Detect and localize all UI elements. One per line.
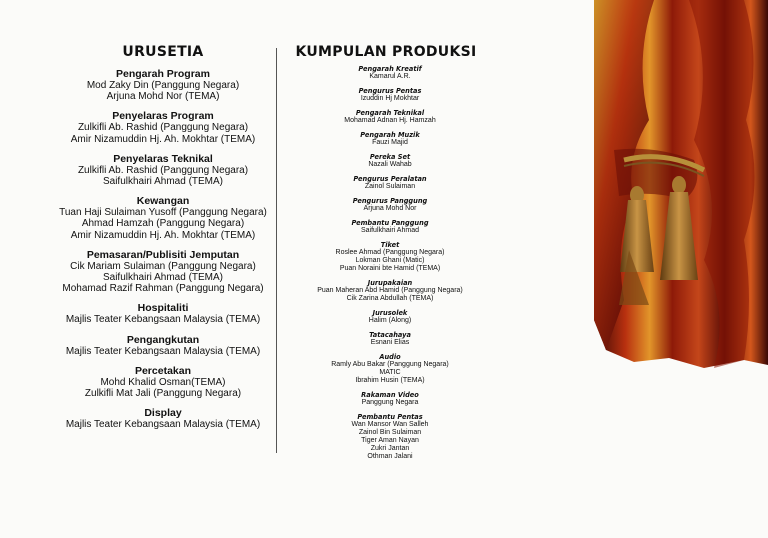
- credit-section: [300, 391, 480, 407]
- credit-name: Panggung Negara: [361, 399, 419, 406]
- section-heading: Rakaman Video: [361, 391, 419, 399]
- credit-name: Mohd Khalid Osman(TEMA): [100, 376, 226, 388]
- section-heading: Jurusolek: [372, 309, 408, 317]
- credit-name: Tuan Haji Sulaiman Yusoff (Panggung Negara): [59, 207, 267, 219]
- credit-name: Zulkifli Ab. Rashid (Panggung Negara): [77, 164, 249, 176]
- credit-name: Zainol Sulaiman: [364, 183, 416, 190]
- credit-name: Amir Nizamuddin Hj. Ah. Mokhtar (TEMA): [70, 229, 256, 241]
- credit-name: Majlis Teater Kebangsaan Malaysia (TEMA): [65, 419, 261, 431]
- section-heading: Jurupakaian: [367, 279, 413, 287]
- credit-section: [300, 413, 480, 461]
- credit-name: Kamarul A.R.: [369, 73, 411, 80]
- section-heading: Pemasaran/Publisiti Jemputan: [86, 248, 240, 261]
- credit-name: Wan Mansor Wan Salleh: [351, 421, 429, 428]
- credit-section: [300, 87, 480, 103]
- credit-name: Halim (Along): [368, 317, 412, 324]
- credit-name: Tiger Aman Nayan: [361, 437, 419, 444]
- section-heading: Hospitaliti: [137, 302, 189, 315]
- curtain-illustration: [594, 0, 768, 372]
- credit-section: [50, 249, 276, 295]
- credit-section: [300, 153, 480, 169]
- credit-section: [50, 68, 276, 102]
- section-heading: Display: [144, 407, 182, 420]
- credit-section: [50, 153, 276, 187]
- section-heading: Pembantu Panggung: [351, 219, 429, 227]
- urusetia-title: URUSETIA: [122, 44, 204, 60]
- section-heading: Penyelaras Program: [112, 110, 214, 123]
- credit-name: Esnani Elias: [370, 339, 410, 346]
- section-heading: Percetakan: [134, 364, 192, 377]
- credit-section: [300, 353, 480, 385]
- credit-section: [300, 309, 480, 325]
- credit-section: [300, 175, 480, 191]
- section-heading: Kewangan: [136, 195, 190, 208]
- section-heading: Pengarah Muzik: [360, 131, 420, 139]
- section-heading: Pereka Set: [369, 153, 411, 161]
- credit-name: Roslee Ahmad (Panggung Negara): [335, 249, 445, 256]
- credit-name: MATIC: [379, 369, 401, 376]
- credit-name: Ramly Abu Bakar (Panggung Negara): [331, 361, 449, 368]
- credit-name: Mohamad Razif Rahman (Panggung Negara): [62, 283, 264, 295]
- section-heading: Pengurus Pentas: [358, 87, 422, 95]
- credit-name: Zulkifli Mat Jali (Panggung Negara): [84, 388, 242, 400]
- section-heading: Tiket: [380, 241, 400, 249]
- credit-name: Izuddin Hj Mokhtar: [360, 95, 420, 102]
- section-heading: Pengarah Teknikal: [355, 109, 425, 117]
- kumpulan-produksi-sections: [300, 65, 480, 461]
- urusetia-column: [50, 44, 276, 438]
- credit-name: Mohamad Adnan Hj. Hamzah: [344, 117, 436, 124]
- credit-section: [300, 219, 480, 235]
- credit-name: Zukri Jantan: [370, 445, 410, 452]
- credit-name: Saifulkhairi Ahmad: [361, 227, 419, 234]
- credit-name: Cik Zarina Abdullah (TEMA): [346, 295, 434, 302]
- credit-section: [300, 109, 480, 125]
- credit-name: Othman Jalani: [367, 453, 413, 460]
- credit-name: Arjuna Mohd Nor: [363, 205, 417, 212]
- curtain-image: [594, 0, 768, 372]
- credit-name: Saifulkhairi Ahmad (TEMA): [102, 176, 224, 188]
- section-heading: Pembantu Pentas: [357, 413, 423, 421]
- credit-name: Saifulkhairi Ahmad (TEMA): [102, 272, 224, 284]
- kumpulan-produksi-title: KUMPULAN PRODUKSI: [295, 44, 477, 60]
- kumpulan-produksi-column: [295, 44, 480, 467]
- credit-name: Majlis Teater Kebangsaan Malaysia (TEMA): [65, 314, 261, 326]
- section-heading: Pengangkutan: [126, 333, 200, 346]
- credit-name: Lokman Ghani (Matic): [355, 257, 425, 264]
- credit-name: Cik Mariam Sulaiman (Panggung Negara): [70, 260, 256, 272]
- section-heading: Pengurus Panggung: [352, 197, 428, 205]
- section-heading: Audio: [379, 353, 401, 361]
- section-heading: Pengarah Program: [116, 68, 210, 80]
- credit-name: Arjuna Mohd Nor (TEMA): [106, 91, 220, 103]
- credit-name: Fauzi Majid: [372, 139, 408, 146]
- credit-name: Amir Nizamuddin Hj. Ah. Mokhtar (TEMA): [70, 133, 256, 145]
- credit-section: [300, 331, 480, 347]
- credit-name: Ibrahim Husin (TEMA): [355, 377, 425, 384]
- credit-name: Nazali Wahab: [368, 161, 412, 168]
- credit-name: Zainol Bin Sulaiman: [358, 429, 422, 436]
- credit-section: [300, 131, 480, 147]
- urusetia-sections: [50, 68, 276, 430]
- section-heading: Pengurus Peralatan: [353, 175, 427, 183]
- credit-section: [300, 197, 480, 213]
- credit-section: [300, 65, 480, 81]
- credit-name: Zulkifli Ab. Rashid (Panggung Negara): [77, 122, 249, 134]
- credit-section: [50, 302, 276, 325]
- section-heading: Pengarah Kreatif: [358, 65, 422, 73]
- credit-name: Ahmad Hamzah (Panggung Negara): [81, 218, 245, 230]
- credit-section: [50, 195, 276, 241]
- credit-section: [50, 110, 276, 144]
- credit-section: [300, 241, 480, 273]
- section-heading: Tatacahaya: [369, 331, 411, 339]
- column-divider: [276, 48, 277, 453]
- credit-section: [50, 365, 276, 399]
- credit-section: [50, 407, 276, 430]
- credit-section: [50, 334, 276, 357]
- credit-section: [300, 279, 480, 303]
- section-heading: Penyelaras Teknikal: [113, 152, 213, 165]
- credit-name: Majlis Teater Kebangsaan Malaysia (TEMA): [65, 345, 261, 357]
- credit-name: Puan Maheran Abd Hamid (Panggung Negara): [317, 287, 463, 294]
- credit-name: Mod Zaky Din (Panggung Negara): [86, 80, 240, 91]
- credit-name: Puan Noraini bte Hamid (TEMA): [339, 265, 441, 272]
